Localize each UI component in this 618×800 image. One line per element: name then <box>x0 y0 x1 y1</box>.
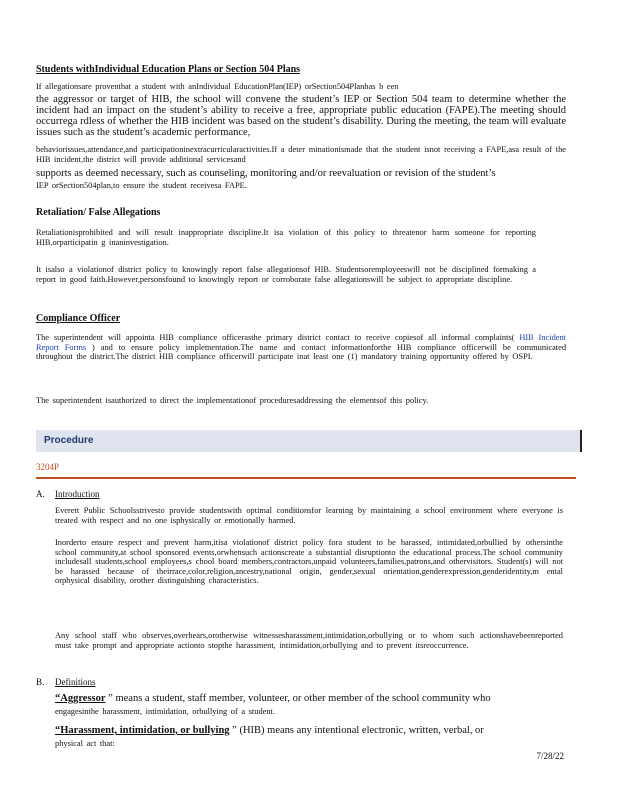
students-iep-para-tail: supports as deemed necessary, such as counseling, monitoring and/or reevaluation or revision of the student’s <box>36 168 496 179</box>
compliance-para-1-end: ) and to ensure policy implementation.The name and contact informationforthe HIB compliance officerwill be communicated throughout the district.The district HIB compliance officerwill participate inat least one (1) mandatory training opportunity offered by OSPI. <box>36 342 567 362</box>
retaliation-para-1: Retaliationisprohibited and will result inappropriate discipline.It isa violation of this policy to threatenor harm someone for reporting HIB,orparticipatin g inaninvestigation. <box>36 228 536 247</box>
students-iep-para-intro: If allegationsare proventhat a student with anIndividual EducationPlan(IEP) orSection504Planhas b een <box>36 82 399 91</box>
procedure-code: 3204P <box>36 462 60 472</box>
definition-aggressor <box>55 693 563 704</box>
compliance-heading: Compliance Officer <box>36 313 121 324</box>
hib-definition: ” (HIB) means any intentional electronic, written, verbal, or <box>232 725 484 736</box>
section-a-heading: Introduction <box>55 489 100 499</box>
procedure-rule <box>36 477 576 479</box>
procedure-label: Procedure <box>44 435 94 446</box>
retaliation-heading: Retaliation/ False Allegations <box>36 207 161 218</box>
aggressor-definition: ” means a student, staff member, volunteer, or other member of the school community who <box>108 693 491 704</box>
section-a-para-2: Inorderto ensure respect and prevent harm,itisa violationof district policy fora student to be harassed, intimidated,orbullied by othersinthe school community,at school sponsored events,orwhensuch actionscreate a substantial disruptionto the educational process.The school community includesall students,school employees,s chool board members,contractors,unpaid volunteers,families,patrons,and othervisitors. Student(s) will not be harassed because of theirrace,color,religion,ancestry,national origin, gender,sexual orientation,genderexpression,genderidentity,m ental orphysical disability, orother distinguishing characteristics. <box>55 538 563 586</box>
retaliation-para-2: It isalso a violationof district policy to knowingly report false allegationsof HIB. Studentsoremployeeswill not be disciplined formaking a report in good faith.However,personsfound to knowingly report or corroborate false allegationswill be subject to appropriate discipline. <box>36 265 536 284</box>
section-b-letter: B. <box>36 677 45 687</box>
footer-date: 7/28/22 <box>536 751 564 761</box>
definition-aggressor-tail: engagesinthe harassment, intimidation, orbullying of a student. <box>55 707 275 716</box>
compliance-para-2: The superintendent isauthorized to direct the implementationof proceduresaddressing the elementsof this policy. <box>36 396 429 405</box>
section-a-letter: A. <box>36 489 45 499</box>
procedure-bar <box>36 430 582 452</box>
section-b-heading: Definitions <box>55 677 96 687</box>
compliance-para-1-start: The superintendent will appointa HIB compliance officerasthe primary district contact to receive copiesof all informal complaints( <box>36 333 515 342</box>
students-iep-para-end: IEP orSection504plan,to ensure the student receivesa FAPE. <box>36 181 247 190</box>
section-a-para-3: Any school staff who observes,overhears,orotherwise witnessesharassment,intimidation,orbullying or to whom such actionshavebeenreported must take prompt and appropriate actionto stopthe harassment, intimidation,orbullying and to prevent itsreoccurrence. <box>55 631 563 650</box>
students-iep-heading: Students withIndividual Education Plans or Section 504 Plans <box>36 64 301 75</box>
hib-term: “Harassment, intimidation, or bullying <box>55 725 230 736</box>
students-iep-para-mid: behaviorissues,attendance,and participationinextracurricularactivities.If a deter minationismade that the student isnot receiving a FAPE,asa result of the HIB incident,the district will provide additional servicesand <box>36 145 566 164</box>
section-a-para-1: Everett Public Schoolsstrivesto provide studentswith optimal conditionsfor learning by maintaining a school environment where everyone is treated with respect and no one isphysically or emotionally harmed. <box>55 506 563 525</box>
definition-hib-tail: physical act that: <box>55 739 115 748</box>
compliance-para-1 <box>36 333 566 362</box>
aggressor-term: “Aggressor <box>55 693 106 704</box>
hib-incident-report-forms-link[interactable]: HIB Incident Report Forms <box>36 333 566 352</box>
students-iep-para-body: the aggressor or target of HIB, the school will convene the student’s IEP or Section 504 team to determine whether the incident had an impact on the student’s ability to receive a free, appropriate public education (FAPE).The meeting should occurrega rdless of whether the HIB incident was based on the student’s disability. During the meeting, the team will evaluate issues such as the student’s academic performance, <box>36 94 566 138</box>
definition-hib <box>55 725 563 736</box>
